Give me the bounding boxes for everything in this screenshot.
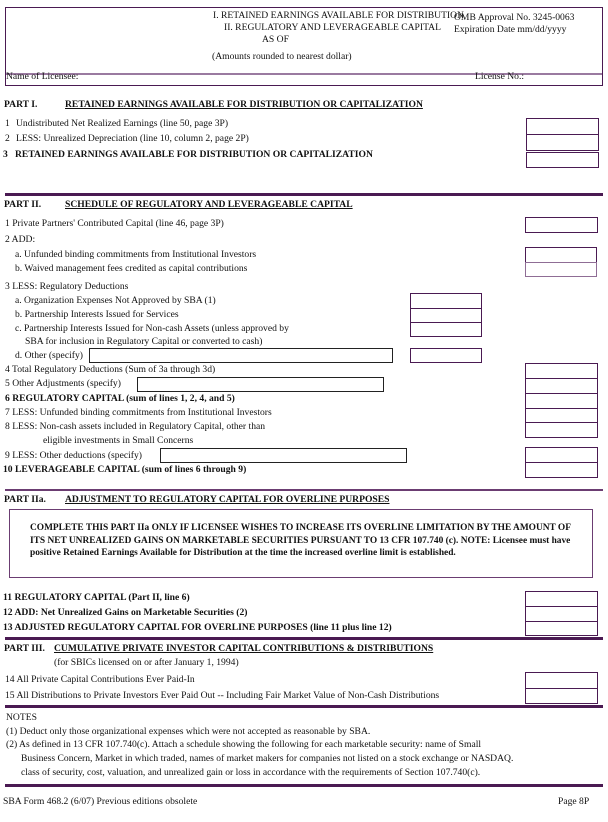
part1-label: PART I. [4,99,38,110]
part2-line4-amount[interactable] [525,363,598,379]
section-divider [5,705,603,708]
part1-line2-text: LESS: Unrealized Depreciation (line 10, column 2, page 2P) [16,133,249,144]
title-line-1: I. RETAINED EARNINGS AVAILABLE FOR DISTRIBUTION [213,10,464,21]
part1-line1-amount[interactable] [526,118,599,135]
part2-line1-amount[interactable] [525,217,598,233]
part2-line4: 4 Total Regulatory Deductions (Sum of 3a through 3d) [5,364,216,375]
part2-label: PART II. [4,199,42,210]
part2a-title: ADJUSTMENT TO REGULATORY CAPITAL FOR OVERLINE PURPOSES [65,494,390,505]
part1-line1-num: 1 [5,118,10,129]
license-no-label: License No.: [475,71,525,82]
part1-title: RETAINED EARNINGS AVAILABLE FOR DISTRIBUTION OR CAPITALIZATION [65,99,423,110]
part3-line14: 14 All Private Capital Contributions Ever Paid-In [5,674,195,685]
part2-line3d-amount[interactable] [410,348,482,363]
part2a-line13-amount[interactable] [525,621,598,636]
part3-title: CUMULATIVE PRIVATE INVESTOR CAPITAL CONTRIBUTIONS & DISTRIBUTIONS [54,643,434,654]
part2-line2b: b. Waived management fees credited as capital contributions [15,263,248,274]
part2-line3a-amount[interactable] [410,293,482,309]
section-divider [5,784,603,787]
part2-line8-2: eligible investments in Small Concerns [43,435,194,446]
part2-line2: 2 ADD: [5,234,36,245]
part3-line15: 15 All Distributions to Private Investors Ever Paid Out -- Including Fair Market Value of Non-Cash Distributions [5,690,440,701]
header-subtitle: (Amounts rounded to nearest dollar) [212,51,352,62]
part2-line7: 7 LESS: Unfunded binding commitments from Institutional Investors [5,407,272,418]
name-of-licensee-label: Name of Licensee: [6,71,79,82]
note-1: (1) Deduct only those organizational expenses which were not accepted as reasonable by SBA. [6,726,371,737]
note-2-line3: class of security, cost, valuation, and unrealized gain or loss in accordance with the requirements of Section 107.740(c). [21,767,481,778]
part2-line9: 9 LESS: Other deductions (specify) [5,450,142,461]
part2-line7-amount[interactable] [525,408,598,423]
title-line-2: II. REGULATORY AND LEVERAGEABLE CAPITAL [224,22,441,33]
part1-line3-num: 3 [3,149,8,160]
part2-line3b: b. Partnership Interests Issued for Services [15,309,179,320]
part2-line6-amount[interactable] [525,393,598,409]
part3-subtitle: (for SBICs licensed on or after January 1, 1994) [54,657,239,668]
title-line-3: AS OF [262,34,289,45]
part1-line2-num: 2 [5,133,10,144]
part1-line1-text: Undistributed Net Realized Earnings (line 50, page 3P) [16,118,229,129]
note-2-line2: Business Concern, Market in which traded, names of market makers for companies not listed on a stock exchange or NASDAQ. [21,753,514,764]
part2-line10-amount[interactable] [525,462,598,478]
part1-line3-text: RETAINED EARNINGS AVAILABLE FOR DISTRIBUTION OR CAPITALIZATION [15,149,373,160]
part2-line3d: d. Other (specify) [15,350,83,361]
part2a-notice-box [9,509,593,578]
part2-line3: 3 LESS: Regulatory Deductions [5,281,129,292]
part2-line9-specify-input[interactable] [160,448,407,463]
expiration-date: Expiration Date mm/dd/yyyy [454,24,567,35]
part1-line3-amount[interactable] [526,152,599,168]
part3-line14-amount[interactable] [525,672,598,689]
part2-line1: 1 Private Partners' Contributed Capital (line 46, page 3P) [5,218,224,229]
part2-line8-amount[interactable] [525,422,598,438]
part2-line10: 10 LEVERAGEABLE CAPITAL (sum of lines 6 through 9) [3,464,247,475]
part2-line2b-amount[interactable] [525,262,597,277]
part2-line2a: a. Unfunded binding commitments from Institutional Investors [15,249,257,260]
part2-line5: 5 Other Adjustments (specify) [5,378,121,389]
part2a-line11-amount[interactable] [525,591,598,607]
form-id: SBA Form 468.2 (6/07) Previous editions obsolete [3,796,198,807]
part3-line15-amount[interactable] [525,688,598,704]
part2-line5-amount[interactable] [525,378,598,394]
part2-line3c-1: c. Partnership Interests Issued for Non-cash Assets (unless approved by [15,323,289,334]
part1-line2-amount[interactable] [526,134,599,151]
part2-line8-1: 8 LESS: Non-cash assets included in Regulatory Capital, other than [5,421,266,432]
part2a-notice-text: COMPLETE THIS PART IIa ONLY IF LICENSEE WISHES TO INCREASE ITS OVERLINE LIMITATION BY THE AMOUNT OF ITS NET UNREALIZED GAINS ON MARKETABLE SECURITIES PURSUANT TO 13 CFR 107.740 (c). NOTE: Licensee must have positive Retained Earnings Available for Distribution at the time the increased overline limit is established. [30,523,571,558]
section-divider [5,489,603,491]
part2-line9-amount[interactable] [525,447,598,463]
notes-heading: NOTES [6,712,37,723]
part2-line6: 6 REGULATORY CAPITAL (sum of lines 1, 2, 4, and 5) [5,393,235,404]
part2a-line12: 12 ADD: Net Unrealized Gains on Marketable Securities (2) [3,607,248,618]
omb-approval: OMB Approval No. 3245-0063 [454,12,575,23]
section-divider [5,193,603,196]
part2-line3d-specify-input[interactable] [89,348,393,363]
part2-title: SCHEDULE OF REGULATORY AND LEVERAGEABLE CAPITAL [65,199,353,210]
page-number: Page 8P [558,796,590,807]
part2a-line13: 13 ADJUSTED REGULATORY CAPITAL FOR OVERLINE PURPOSES (line 11 plus line 12) [3,622,392,633]
part2-line3c-2: SBA for inclusion in Regulatory Capital or converted to cash) [25,336,263,347]
part3-label: PART III. [4,643,45,654]
part2-line5-specify-input[interactable] [137,377,384,392]
part2-line3c-amount[interactable] [410,322,482,337]
part2a-line11: 11 REGULATORY CAPITAL (Part II, line 6) [3,592,190,603]
part2a-label: PART IIa. [4,494,46,505]
note-2-line1: (2) As defined in 13 CFR 107.740(c). Attach a schedule showing the following for each marketable security: name of Small [6,739,482,750]
part2-line2a-amount[interactable] [525,247,597,263]
part2a-line12-amount[interactable] [525,606,598,622]
part2-line3a: a. Organization Expenses Not Approved by SBA (1) [15,295,216,306]
section-divider [5,637,603,640]
part2-line3b-amount[interactable] [410,308,482,323]
